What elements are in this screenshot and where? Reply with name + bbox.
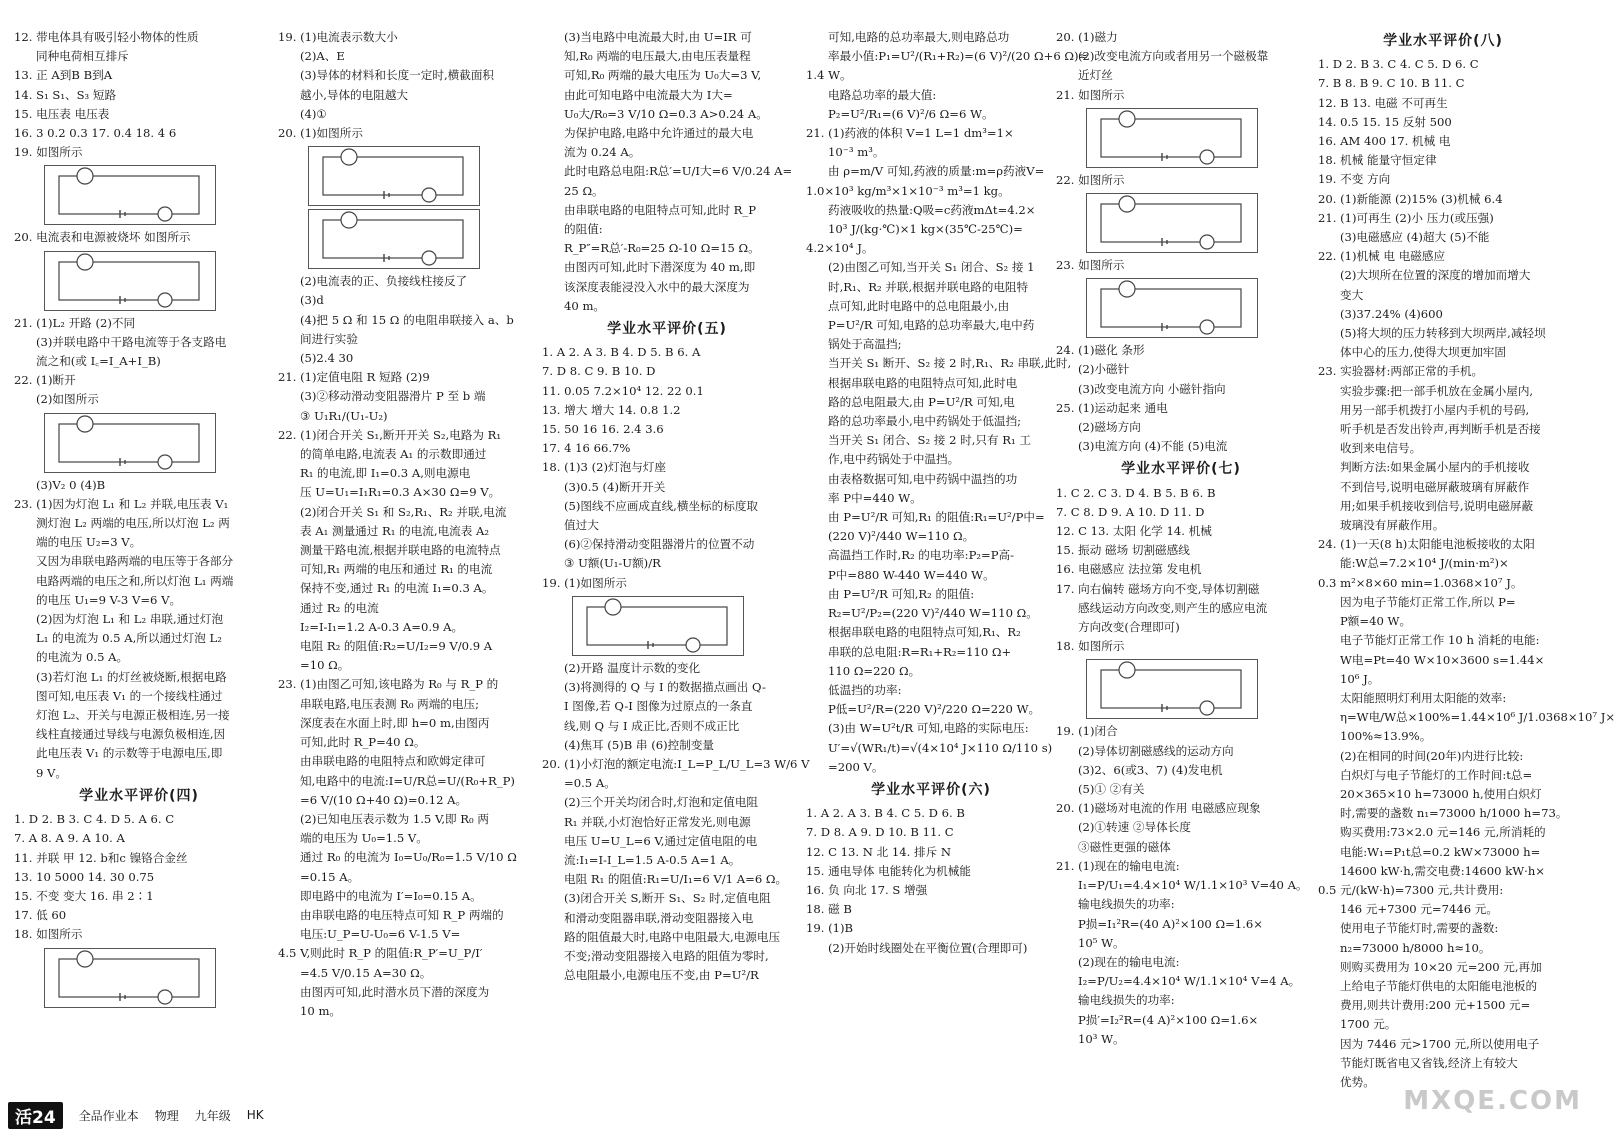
answer-line: 由串联电路的电阻特点可知,此时 R_P <box>564 202 757 217</box>
answer-line: (2)现在的输电电流: <box>1078 954 1180 969</box>
answer-line: U₀大/R₀=3 V/10 Ω=0.3 A>0.24 A。 <box>564 106 768 121</box>
answer-line: 玻璃没有屏蔽作用。 <box>1340 518 1445 533</box>
answer-line: 23. (1)因为灯泡 L₁ 和 L₂ 并联,电压表 V₁ <box>14 496 229 511</box>
answer-line: 9 V。 <box>36 765 68 780</box>
answer-line: 输电线损失的功率: <box>1078 897 1175 912</box>
answer-line: 实验步骤:把一部手机放在金属小屋内, <box>1340 383 1534 398</box>
answer-line: 100%≈13.9%。 <box>1340 729 1432 744</box>
circuit-figure <box>44 948 216 1008</box>
answer-line: 21. (1)可再生 (2)小 压力(或压强) <box>1318 210 1494 225</box>
answer-line: 用;如果手机接收到信号,说明电磁屏蔽 <box>1340 498 1534 513</box>
answer-line: 锅处于高温挡; <box>828 337 902 352</box>
answer-line: (2)闭合开关 S₁ 和 S₂,R₁、R₂ 并联,电流 <box>300 504 507 519</box>
answer-line: 12. B 13. 电磁 不可再生 <box>1318 95 1448 110</box>
answer-line: (2)电流表的正、负接线柱接反了 <box>300 274 468 289</box>
answer-line: I 图像,若 Q-I 图像为过原点的一条直 <box>564 699 753 714</box>
answer-line: 通过 R₀ 的电流为 I₀=U₀/R₀=1.5 V/10 Ω <box>300 850 517 865</box>
answer-line: 路的总电阻最大,由 P=U²/R 可知,电 <box>828 394 1015 409</box>
answer-line: (5)2.4 30 <box>300 351 354 366</box>
answer-line: (2)如图所示 <box>36 392 99 407</box>
answer-line: =200 V。 <box>828 759 884 774</box>
answer-line: 22. 如图所示 <box>1056 172 1125 187</box>
answer-line: 1. D 2. B 3. C 4. C 5. D 6. C <box>1318 57 1479 72</box>
answer-line: 又因为串联电路两端的电压等于各部分 <box>36 554 234 569</box>
answer-line: 15. 振动 磁场 切割磁感线 <box>1056 543 1190 558</box>
answer-line: 能:W总=7.2×10⁴ J/(min·m²)× <box>1340 556 1509 571</box>
answer-line: 电能:W₁=P₁t总=0.2 kW×73000 h= <box>1340 844 1541 859</box>
book-title: 全品作业本 <box>78 1108 139 1123</box>
answer-line: (2)改变电流方向或者用另一个磁极靠 <box>1078 49 1269 64</box>
answer-line: (3)改变电流方向 小磁针指向 <box>1078 381 1226 396</box>
answer-line: L₁ 的电流为 0.5 A,所以通过灯泡 L₂ <box>36 631 222 646</box>
answer-line: 14. S₁ S₁、S₃ 短路 <box>14 87 117 102</box>
answer-line: 23. 实验器材:两部正常的手机。 <box>1318 364 1484 379</box>
answer-line: 10³ W。 <box>1078 1031 1125 1046</box>
answer-line: 由 P=U²/R 可知,R₂ 的阻值: <box>828 586 975 601</box>
answer-line: (3)V₂ 0 (4)B <box>36 477 106 492</box>
answer-line: 可知,R₀ 两端的最大电压为 U₀大=3 V, <box>564 68 762 83</box>
answer-line: 1. A 2. A 3. B 4. D 5. B 6. A <box>542 345 701 360</box>
answer-line: 14. 0.5 15. 15 反射 500 <box>1318 114 1452 129</box>
answer-line: 146 元+7300 元=7446 元。 <box>1340 902 1498 917</box>
answer-line: (2)大坝所在位置的深度的增加而增大 <box>1340 268 1531 283</box>
answer-line: 由图丙可知,此时下潜深度为 40 m,即 <box>564 260 756 275</box>
answer-line: 路的总功率最小,电中药锅处于低温挡; <box>828 414 1022 429</box>
answer-line: (2)三个开关均闭合时,灯泡和定值电阻 <box>564 795 759 810</box>
answer-line: 18. (1)3 (2)灯泡与灯座 <box>542 460 666 475</box>
answer-line: (2)导体切割磁感线的运动方向 <box>1078 743 1234 758</box>
answer-line: 19. (1)B <box>806 921 854 936</box>
answer-line: 20. (1)磁力 <box>1056 30 1118 44</box>
answer-line: (2)A、E <box>300 49 345 64</box>
answer-line: 电路总功率的最大值: <box>828 87 937 102</box>
answer-line: 低温挡的功率: <box>828 682 902 697</box>
answer-line: 18. 如图所示 <box>14 927 83 942</box>
answer-line: 输电线损失的功率: <box>1078 993 1175 1008</box>
section-title: 学业水平评价(七) <box>1121 461 1241 478</box>
grade-label: 九年级 <box>194 1108 231 1123</box>
answer-line: (5)① ②有关 <box>1078 782 1145 797</box>
answer-line: 的电流为 0.5 A。 <box>36 650 129 665</box>
answer-line: 路的阻值最大时,电路中电阻最大,电源电压 <box>564 929 781 944</box>
answer-line: I₂=I-I₁=1.2 A-0.3 A=0.9 A。 <box>300 619 464 634</box>
answer-line: P₂=U²/R₁=(6 V)²/6 Ω=6 W。 <box>828 106 994 121</box>
answer-line: 感线运动方向改变,则产生的感应电流 <box>1078 600 1268 615</box>
answer-line: 7. A 8. A 9. A 10. A <box>14 831 125 846</box>
answer-line: 20. (1)磁场对电流的作用 电磁感应现象 <box>1056 801 1261 816</box>
answer-line: 根据串联电路的电阻特点可知,此时电 <box>828 375 1018 390</box>
answer-line: 费用,则共计费用:200 元+1500 元= <box>1340 998 1531 1013</box>
answer-line: 23. (1)由图乙可知,该电路为 R₀ 与 R_P 的 <box>278 677 499 692</box>
answer-line: 16. 负 向北 17. S 增强 <box>806 882 928 897</box>
answer-line: 近灯丝 <box>1078 68 1113 83</box>
answer-line: 16. 电磁感应 法拉第 发电机 <box>1056 562 1202 577</box>
answer-line: 作,电中药锅处于中温挡。 <box>828 452 960 467</box>
answer-line: 0.5 元/(kW·h)=7300 元,共计费用: <box>1318 882 1504 897</box>
answer-line: 该深度表能浸没入水中的最大深度为 <box>564 279 750 294</box>
section-title: 学业水平评价(八) <box>1383 33 1503 49</box>
answer-line: 25 Ω。 <box>564 183 604 198</box>
answer-line: 21. (1)定值电阻 R 短路 (2)9 <box>278 370 430 385</box>
answer-line: (220 V)²/440 W=110 Ω。 <box>828 529 975 544</box>
answer-line: 10 m。 <box>300 1003 342 1018</box>
answer-line: P中=880 W-440 W=440 W。 <box>828 567 995 582</box>
page-number: 活24 <box>8 1102 63 1129</box>
answer-line: (3)由 W=U²t/R 可知,电路的实际电压: <box>828 721 1029 736</box>
answer-line: 11. 0.05 7.2×10⁴ 12. 22 0.1 <box>542 383 704 398</box>
answer-line: I₁=P/U₁=4.4×10⁴ W/1.1×10³ V=40 A。 <box>1078 878 1308 893</box>
answer-line: 收到来电信号。 <box>1340 441 1422 456</box>
answer-line: 19. 如图所示 <box>14 145 83 160</box>
answer-line: 线,则 Q 与 I 成正比,否则不成正比 <box>564 718 740 733</box>
answer-line: (3)②移动滑动变阻器滑片 P 至 b 端 <box>300 389 486 404</box>
answer-line: 的简单电路,电流表 A₁ 的示数即通过 <box>300 447 487 462</box>
answer-line: 和滑动变阻器串联,滑动变阻器接入电 <box>564 910 754 925</box>
circuit-figure <box>44 413 216 473</box>
answer-line: 时,R₁、R₂ 并联,根据并联电路的电阻特 <box>828 279 1029 294</box>
answer-line: 20. 电流表和电源被烧坏 如图所示 <box>14 230 191 245</box>
answer-line: 体中心的压力,使得大坝更加牢固 <box>1340 345 1506 360</box>
answer-line: 13. 正 A到B B到A <box>14 68 113 83</box>
answer-line: 率最小值:P₁=U²/(R₁+R₂)=(6 V)²/(20 Ω+6 Ω)≈ <box>828 49 1089 64</box>
answer-line: (3)若灯泡 L₁ 的灯丝被烧断,根据电路 <box>36 669 227 684</box>
answer-line: 同种电荷相互排斥 <box>36 49 129 64</box>
answer-line: 通过 R₂ 的电流 <box>300 600 379 615</box>
answer-line: 间进行实验 <box>300 331 358 346</box>
answer-line: (4)① <box>300 106 327 121</box>
answer-line: =10 Ω。 <box>300 658 350 673</box>
answer-line: 听手机是否发出铃声,再判断手机是否接 <box>1340 422 1541 437</box>
answer-line: 20×365×10 h=73000 h,使用白炽灯 <box>1340 786 1542 801</box>
answer-line: 流之和(或 I꜀=I_A+I_B) <box>36 354 161 369</box>
answer-line: 18. 如图所示 <box>1056 639 1125 654</box>
page-footer <box>8 1102 264 1128</box>
answer-line: =4.5 V/0.15 A=30 Ω。 <box>300 965 432 980</box>
answer-line: W电=Pt=40 W×10×3600 s=1.44× <box>1340 652 1545 667</box>
answer-line: (5)将大坝的压力转移到大坝两岸,减轻坝 <box>1340 326 1546 341</box>
answer-line: n₂=73000 h/8000 h≈10。 <box>1340 940 1491 955</box>
answer-line: 测灯泡 L₂ 两端的电压,所以灯泡 L₂ 两 <box>36 516 230 531</box>
answer-line: 19. (1)闭合 <box>1056 724 1118 739</box>
answer-line: (2)小磁针 <box>1078 362 1130 377</box>
answer-line: 的电压 U₁=9 V-3 V=6 V。 <box>36 592 182 607</box>
answer-line: 购买费用:73×2.0 元=146 元,所消耗的 <box>1340 825 1546 840</box>
answer-line: 由串联电路的电压特点可知 R_P 两端的 <box>300 907 504 922</box>
answer-line: 药液吸收的热量:Q吸=c药液mΔt=4.2× <box>828 202 1036 217</box>
answer-line: 灯泡 L₂、开关与电源正极相连,另一接 <box>36 708 230 723</box>
answer-line: 端的电压 U₂=3 V。 <box>36 535 142 550</box>
answer-line: R_P″=R总′-R₀=25 Ω-10 Ω=15 Ω。 <box>564 241 760 256</box>
answer-line: 22. (1)断开 <box>14 373 76 388</box>
answer-line: (2)已知电压表示数为 1.5 V,即 R₀ 两 <box>300 811 489 826</box>
answer-line: 7. D 8. C 9. B 10. D <box>542 364 656 379</box>
section-title: 学业水平评价(四) <box>79 787 199 804</box>
circuit-figure <box>1086 193 1258 253</box>
answer-line: (2)因为灯泡 L₁ 和 L₂ 串联,通过灯泡 <box>36 612 224 627</box>
answer-line: 4.2×10⁴ J。 <box>806 241 874 256</box>
answer-line: 值过大 <box>564 518 599 533</box>
answer-line: P损=I₁²R=(40 A)²×100 Ω=1.6× <box>1078 916 1263 931</box>
answer-line: (3)当电路中电流最大时,由 U=IR 可 <box>564 30 752 44</box>
answer-line: 不到信号,说明电磁屏蔽玻璃有屏蔽作 <box>1340 479 1530 494</box>
answer-line: 16. 3 0.2 0.3 17. 0.4 18. 4 6 <box>14 126 177 141</box>
answer-line: 由 ρ=m/V 可知,药液的质量:m=ρ药液V= <box>828 164 1045 179</box>
answer-line: (4)把 5 Ω 和 15 Ω 的电阻串联接入 a、b <box>300 312 514 327</box>
answer-line: 由 P=U²/R 可知,R₁ 的阻值:R₁=U²/P中= <box>828 510 1045 525</box>
answer-line: (2)开路 温度计示数的变化 <box>564 660 701 675</box>
answer-line: 优势。 <box>1340 1074 1375 1089</box>
edition-label: HK <box>246 1108 264 1122</box>
circuit-figure <box>308 209 480 269</box>
answer-line: 22. (1)闭合开关 S₁,断开开关 S₂,电路为 R₁ <box>278 427 502 442</box>
answer-line: 使用电子节能灯时,需要的盏数: <box>1340 921 1499 936</box>
answer-line: (3)2、6(或3、7) (4)发电机 <box>1078 762 1223 777</box>
answer-line: 18. 机械 能量守恒定律 <box>1318 153 1437 168</box>
answer-line: 电阻 R₁ 的阻值:R₁=U/I₁=6 V/1 A=6 Ω。 <box>564 872 788 887</box>
answer-line: 方向改变(合理即可) <box>1078 620 1180 635</box>
answer-line: 节能灯既省电又省钱,经济上有较大 <box>1340 1055 1518 1070</box>
answer-line: 110 Ω=220 Ω。 <box>828 663 921 678</box>
answer-line: 17. 向右偏转 磁场方向不变,导体切割磁 <box>1056 581 1260 596</box>
answer-line: (3)d <box>300 293 324 308</box>
answer-line: (2)①转速 ②导体长度 <box>1078 820 1191 835</box>
answer-line: 时,需要的盏数 n₁=73000 h/1000 h=73。 <box>1340 806 1568 821</box>
answer-line: (3)闭合开关 S,断开 S₁、S₂ 时,定值电阻 <box>564 891 771 906</box>
answer-line: 电压:U_P=U-U₀=6 V-1.5 V= <box>300 927 461 942</box>
answer-line: P损′=I₂²R=(4 A)²×100 Ω=1.6× <box>1078 1012 1259 1027</box>
answer-line: 判断方法:如果金属小屋内的手机接收 <box>1340 460 1530 475</box>
answer-line: 则购买费用为 10×20 元=200 元,再加 <box>1340 959 1542 974</box>
answer-line: 1. A 2. A 3. B 4. C 5. D 6. B <box>806 806 965 821</box>
answer-line: 线柱直接通过导线与电源负极相连,因 <box>36 727 226 742</box>
answer-line: 20. (1)小灯泡的额定电流:I_L=P_L/U_L=3 W/6 V <box>542 756 810 771</box>
answer-line: ③ U额(U₁-U额)/R <box>564 556 661 571</box>
answer-line: 21. (1)现在的输电电流: <box>1056 858 1180 873</box>
answer-line: (3)0.5 (4)断开开关 <box>564 479 666 494</box>
answer-line: 此时电路总电阻:R总′=U/I大=6 V/0.24 A= <box>564 164 793 179</box>
answer-line: (6)②保持滑动变阻器滑片的位置不动 <box>564 537 755 552</box>
answer-line: 此电压表 V₁ 的示数等于电源电压,即 <box>36 746 223 761</box>
answer-line: 10³ J/(kg·℃)×1 kg×(35℃-25℃)= <box>828 222 1023 237</box>
answer-line: 由图丙可知,此时潜水员下潜的深度为 <box>300 984 490 999</box>
answer-line: (3)将测得的 Q 与 I 的数据描点画出 Q- <box>564 680 766 695</box>
answer-line: 1. C 2. C 3. D 4. B 5. B 6. B <box>1056 485 1216 500</box>
answer-line: 用另一部手机拨打小屋内手机的号码, <box>1340 402 1530 417</box>
answer-line: =6 V/(10 Ω+40 Ω)=0.12 A。 <box>300 792 468 807</box>
answer-line: 21. 如图所示 <box>1056 87 1125 102</box>
answer-line: 的阻值: <box>564 222 603 237</box>
answer-line: U′=√(WR₁/t)=√(4×10⁴ J×110 Ω/110 s) <box>828 740 1053 755</box>
answer-line: 白炽灯与电子节能灯的工作时间:t总= <box>1340 767 1533 782</box>
answer-line: 点可知,此时电路中的总电阻最小,由 <box>828 298 1010 313</box>
answer-line: 电子节能灯正常工作 10 h 消耗的电能: <box>1340 633 1540 648</box>
answer-line: P低=U²/R=(220 V)²/220 Ω=220 W。 <box>828 702 1041 717</box>
answer-line: 当开关 S₁ 断开、S₂ 接 2 时,R₁、R₂ 串联,此时, <box>828 356 1072 371</box>
answer-line: 11. 并联 甲 12. b和c 镍铬合金丝 <box>14 850 188 865</box>
answer-line: (2)在相同的时间(20年)内进行比较: <box>1340 748 1524 763</box>
answer-line: 40 m。 <box>564 298 606 313</box>
circuit-figure <box>44 251 216 311</box>
answer-line: 15. 50 16 16. 2.4 3.6 <box>542 422 664 437</box>
answer-line: 因为电子节能灯正常工作,所以 P= <box>1340 594 1516 609</box>
answer-line: 10⁶ J。 <box>1340 671 1380 686</box>
answer-column-5 <box>1056 28 1306 1049</box>
answer-line: 越小,导体的电阻越大 <box>300 87 409 102</box>
answer-line: 19. 不变 方向 <box>1318 172 1391 187</box>
answer-line: 可知,电路的总功率最大,则电路总功 <box>828 30 1010 44</box>
answer-line: 流:I₁=I-I_L=1.5 A-0.5 A=1 A。 <box>564 852 741 867</box>
answer-line: (3)并联电路中干路电流等于各支路电 <box>36 334 227 349</box>
answer-line: 流为 0.24 A。 <box>564 145 641 160</box>
answer-line: 由表格数据可知,电中药锅中温挡的功 <box>828 471 1018 486</box>
answer-line: 即电路中的电流为 I′=I₀=0.15 A。 <box>300 888 482 903</box>
answer-line: 4.5 V,则此时 R_P 的阻值:R_P′=U_P/I′ <box>278 946 483 961</box>
answer-line: 电压 U=U_L=6 V,通过定值电阻的电 <box>564 833 758 848</box>
answer-line: 21. (1)L₂ 开路 (2)不同 <box>14 315 136 330</box>
answer-line: 19. (1)如图所示 <box>542 575 627 590</box>
answer-column-1 <box>14 28 264 1011</box>
answer-line: R₁ 并联,小灯泡恰好正常发光,则电源 <box>564 814 751 829</box>
answer-column-2 <box>278 28 528 1021</box>
answer-line: P额=40 W。 <box>1340 614 1412 629</box>
answer-line: 12. 带电体具有吸引轻小物体的性质 <box>14 30 199 44</box>
answer-line: 13. 10 5000 14. 30 0.75 <box>14 869 155 884</box>
answer-line: 7. C 8. D 9. A 10. D 11. D <box>1056 504 1205 519</box>
answer-column-6 <box>1318 28 1615 1092</box>
answer-line: 14600 kW·h,需交电费:14600 kW·h× <box>1340 863 1546 878</box>
section-title: 学业水平评价(六) <box>871 781 991 798</box>
answer-line: 12. C 13. N 北 14. 排斥 N <box>806 844 952 859</box>
answer-line: 保持不变,通过 R₁ 的电流 I₁=0.3 A。 <box>300 581 494 596</box>
answer-line: (2)开始时线圈处在平衡位置(合理即可) <box>828 940 1028 955</box>
subject-label: 物理 <box>154 1108 179 1123</box>
answer-line: P=U²/R 可知,电路的总功率最大,电中药 <box>828 318 1035 333</box>
answer-line: 压 U=U₁=I₁R₁=0.3 A×30 Ω=9 V。 <box>300 485 501 500</box>
answer-line: 上给电子节能灯供电的太阳能电池板的 <box>1340 978 1538 993</box>
section-title: 学业水平评价(五) <box>607 321 727 338</box>
answer-line: 7. B 8. B 9. C 10. B 11. C <box>1318 76 1465 91</box>
answer-line: 表 A₁ 测量通过 R₁ 的电流,电流表 A₂ <box>300 523 490 538</box>
answer-line: 不变;滑动变阻器接入电路的阻值为零时, <box>564 948 769 963</box>
answer-line: 1.0×10³ kg/m³×1×10⁻³ m³=1 kg。 <box>806 183 1010 198</box>
answer-line: 7. D 8. A 9. D 10. B 11. C <box>806 825 954 840</box>
answer-line: 20. (1)新能源 (2)15% (3)机械 6.4 <box>1318 191 1503 206</box>
answer-line: 知,R₀ 两端的电压最大,由电压表量程 <box>564 49 751 64</box>
answer-line: 10⁻³ m³。 <box>828 145 885 160</box>
answer-line: 图可知,电压表 V₁ 的一个接线柱通过 <box>36 688 223 703</box>
circuit-figure <box>572 596 744 656</box>
answer-line: 15. 通电导体 电能转化为机械能 <box>806 863 971 878</box>
answer-line: 25. (1)运动起来 通电 <box>1056 400 1168 415</box>
answer-line: 电路两端的电压之和,所以灯泡 L₁ 两端 <box>36 573 234 588</box>
answer-line: 可知,R₁ 两端的电压和通过 R₁ 的电流 <box>300 562 493 577</box>
circuit-figure <box>44 165 216 225</box>
answer-line: 可知,此时 R_P=40 Ω。 <box>300 735 426 750</box>
answer-line: 太阳能照明灯利用太阳能的效率: <box>1340 690 1507 705</box>
answer-line: 1.4 W。 <box>806 68 852 83</box>
answer-line: (5)图线不应画成直线,横坐标的标度取 <box>564 498 759 513</box>
answer-line: 串联的总电阻:R=R₁+R₂=110 Ω+ <box>828 644 1012 659</box>
circuit-figure <box>1086 659 1258 719</box>
answer-line: 电阻 R₂ 的阻值:R₂=U/I₂=9 V/0.9 A <box>300 639 493 654</box>
answer-line: 24. (1)一天(8 h)太阳能电池板接收的太阳 <box>1318 537 1535 552</box>
answer-line: 端的电压为 U₀=1.5 V。 <box>300 831 428 846</box>
answer-line: R₂=U²/P₂=(220 V)²/440 W=110 Ω。 <box>828 606 1038 621</box>
answer-line: (3)电磁感应 (4)超大 (5)不能 <box>1340 230 1490 245</box>
answer-line: 23. 如图所示 <box>1056 258 1125 273</box>
answer-line: 15. 不变 变大 16. 串 2∶1 <box>14 888 154 903</box>
answer-line: 由此可知电路中电流最大为 I大= <box>564 87 733 102</box>
answer-line: =0.5 A。 <box>564 776 616 791</box>
answer-line: 因为 7446 元>1700 元,所以使用电子 <box>1340 1036 1540 1051</box>
answer-line: 率 P中=440 W。 <box>828 490 922 505</box>
answer-line: (3)37.24% (4)600 <box>1340 306 1443 321</box>
answer-line: (2)磁场方向 <box>1078 420 1141 435</box>
answer-line: 1. D 2. B 3. C 4. D 5. A 6. C <box>14 812 175 827</box>
watermark-logo: MXQE.COM <box>1403 1086 1582 1116</box>
answer-line: 17. 低 60 <box>14 908 67 923</box>
answer-line: 15. 电压表 电压表 <box>14 106 110 121</box>
circuit-figure <box>308 146 480 206</box>
answer-line: I₂=P/U₂=4.4×10⁴ W/1.1×10⁴ V=4 A。 <box>1078 974 1301 989</box>
answer-line: 18. 磁 B <box>806 902 852 917</box>
answer-line: 变大 <box>1340 287 1364 302</box>
answer-line: 21. (1)药液的体积 V=1 L=1 dm³=1× <box>806 126 1014 141</box>
answer-line: =0.15 A。 <box>300 869 360 884</box>
answer-line: (4)焦耳 (5)B 串 (6)控制变量 <box>564 737 715 752</box>
answer-line: 10⁵ W。 <box>1078 935 1125 950</box>
circuit-figure <box>1086 108 1258 168</box>
answer-line: 22. (1)机械 电 电磁感应 <box>1318 249 1446 264</box>
answer-line: 测量干路电流,根据并联电路的电流特点 <box>300 543 501 558</box>
answer-line: 为保护电路,电路中允许通过的最大电 <box>564 126 754 141</box>
answer-line: 总电阻最小,电源电压不变,由 P=U²/R <box>564 968 759 983</box>
answer-line: 19. (1)电流表示数大小 <box>278 30 398 44</box>
answer-line: 1700 元。 <box>1340 1017 1397 1032</box>
answer-line: 知,电路中的电流:I=U/R总=U/(R₀+R_P) <box>300 773 515 788</box>
answer-line: 深度表在水面上时,即 h=0 m,由图丙 <box>300 715 490 730</box>
answer-line: 12. C 13. 太阳 化学 14. 机械 <box>1056 524 1212 539</box>
answer-line: 24. (1)磁化 条形 <box>1056 343 1145 358</box>
answer-line: ③磁性更强的磁体 <box>1078 839 1171 854</box>
answer-line: R₁ 的电流,即 I₁=0.3 A,则电源电 <box>300 466 471 481</box>
answer-line: 20. (1)如图所示 <box>278 126 363 141</box>
answer-column-3 <box>542 28 810 985</box>
answer-line: 13. 增大 增大 14. 0.8 1.2 <box>542 402 681 417</box>
answer-line: ③ U₁R₁/(U₁-U₂) <box>300 408 388 423</box>
answer-line: 当开关 S₁ 闭合、S₂ 接 2 时,只有 R₁ 工 <box>828 433 1031 448</box>
answer-line: 由串联电路的电阻特点和欧姆定律可 <box>300 754 486 769</box>
answer-line: (3)电流方向 (4)不能 (5)电流 <box>1078 439 1228 454</box>
answer-line: 17. 4 16 66.7% <box>542 441 631 456</box>
circuit-figure <box>1086 278 1258 338</box>
answer-line: 16. AM 400 17. 机械 电 <box>1318 134 1451 149</box>
answer-line: 根据串联电路的电阻特点可知,R₁、R₂ <box>828 625 1021 640</box>
answer-line: (2)由图乙可知,当开关 S₁ 闭合、S₂ 接 1 <box>828 260 1035 275</box>
answer-line: η=W电/W总×100%=1.44×10⁶ J/1.0368×10⁷ J× <box>1340 710 1615 725</box>
answer-line: (3)导体的材料和长度一定时,横截面积 <box>300 68 495 83</box>
answer-line: 0.3 m²×8×60 min=1.0368×10⁷ J。 <box>1318 575 1523 590</box>
answer-line: 串联电路,电压表测 R₀ 两端的电压; <box>300 696 480 711</box>
answer-line: 高温挡工作时,R₂ 的电功率:P₂=P高- <box>828 548 1015 563</box>
